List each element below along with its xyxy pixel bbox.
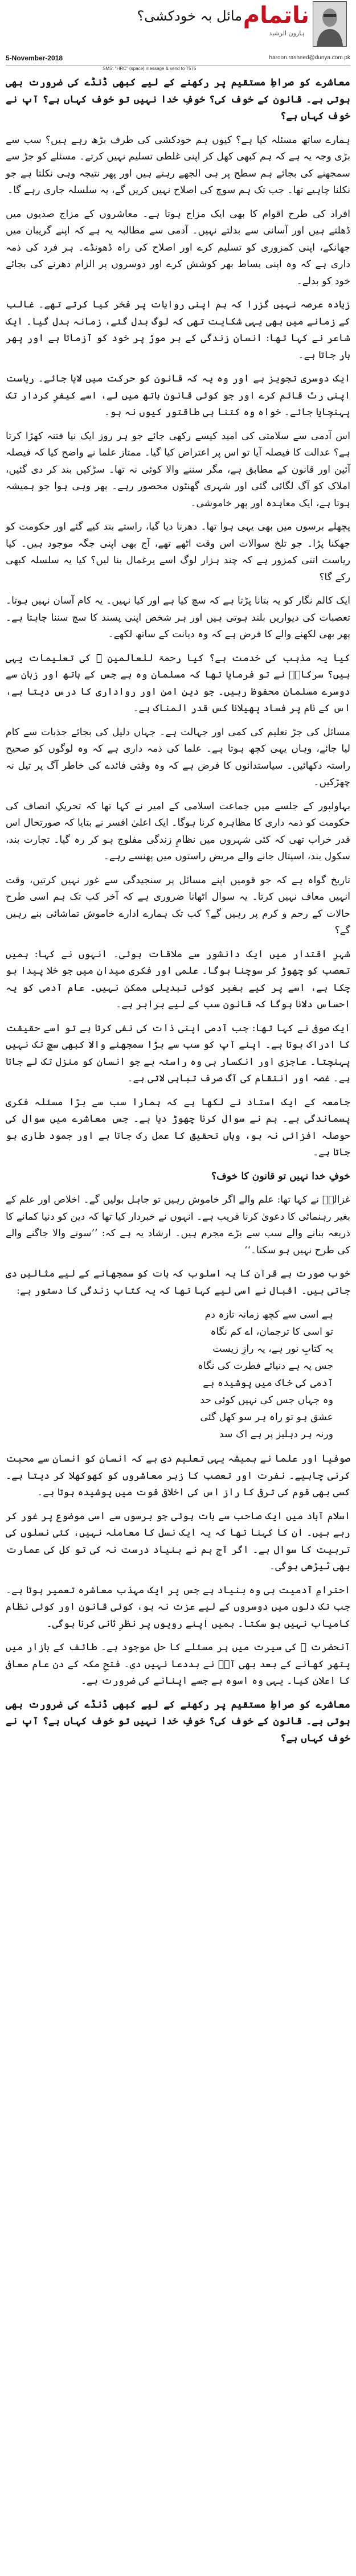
paragraph: خوب صورت ہے قرآن کا یہ اسلوب کہ بات کو سمجھانے کے لیے مثالیں دی جاتی ہیں۔ اقبال نے اسی لیے کہا تھا کہ یہ کتاب زندگی کا دستور ہے: bbox=[6, 1268, 350, 1297]
column-title: ناتمام bbox=[243, 2, 309, 28]
paragraph: جامعہ کے ایک استاد نے لکھا ہے کہ ہمارا سب سے بڑا مسئلہ فکری پسماندگی ہے۔ ہم نے سوال کرنا چھوڑ دیا ہے۔ جس معاشرے میں سوال کی حوصلہ افزائی نہ ہو، وہاں تحقیق کا عمل رک جاتا ہے اور جمود طاری ہو جاتا ہے۔ bbox=[6, 1096, 350, 1158]
paragraph: صوفیا اور علما نے ہمیشہ یہی تعلیم دی ہے کہ انسان کو انسان سے محبت کرنی چاہیے۔ نفرت اور تعصب کا زہر معاشروں کو کھوکھلا کر دیتا ہے۔ کسی بھی قوم کی ترقی کا راز اس کی اخلاقی قوت میں پوشیدہ ہوتا ہے۔ bbox=[6, 1453, 350, 1498]
article-body bbox=[6, 75, 350, 1747]
paragraph: زیادہ عرصہ نہیں گزرا کہ ہم اپنی روایات پر فخر کیا کرتے تھے۔ غالب کے زمانے میں بھی یہی شکایت تھی کہ لوگ بدل گئے، زمانہ بدل گیا۔ ایک شاعر نے کہا تھا: انسان زندگی کے ہر موڑ پر خود کو آزماتا ہے اور پھر ہار جاتا ہے۔ bbox=[6, 299, 350, 361]
poem-line: آدمی کی خاک میں پوشیدہ ہے bbox=[203, 1377, 333, 1389]
paragraph: معاشرے کو صراطِ مستقیم پر رکھنے کے لیے کبھی ڈنڈے کی ضرورت بھی ہوتی ہے۔ قانون کے خوف کی؟ خوفِ خدا نہیں تو خوف کہاں ہے؟ آپ نے خوف کہاں ہے؟ bbox=[6, 1699, 350, 1744]
paragraph: تاریخ گواہ ہے کہ جو قومیں اپنے مسائل پر سنجیدگی سے غور نہیں کرتیں، وقت انہیں معاف نہیں کرتا۔ یہ سوال اٹھانا ضروری ہے کہ آخر کب تک ہم اسی طرح حالات کے رحم و کرم پر رہیں گے؟ کب تک ہمارے ادارے خاموش تماشائی بنے رہیں گے؟ bbox=[6, 874, 350, 936]
paragraph: ایک کالم نگار کو یہ بتانا پڑتا ہے کہ سچ کیا ہے اور کیا نہیں۔ یہ کام آسان نہیں ہوتا۔ تعصبات کی دیواریں بلند ہوتی ہیں اور ہر شخص اپنی پسند کا سچ سننا چاہتا ہے۔ پھر بھی لکھنے والے کا فرض ہے کہ وہ دیانت کے ساتھ لکھے۔ bbox=[6, 595, 350, 640]
paragraph: پچھلے برسوں میں بھی یہی ہوا تھا۔ دھرنا دیا گیا، راستے بند کیے گئے اور حکومت کو جھکنا پڑا۔ جو تلخ سوالات اس وقت اٹھے تھے، آج بھی اپنی جگہ موجود ہیں۔ کیا ریاست اتنی کمزور ہے کہ چند ہزار لوگ اسے یرغمال بنا لیں؟ کیا یہ سلسلہ کبھی رکے گا؟ bbox=[6, 521, 350, 583]
sms-info: SMS: "HRC" (space) message & send to 7575 bbox=[103, 66, 197, 71]
paragraph: ہمارے ساتھ مسئلہ کیا ہے؟ کیوں ہم خودکشی کی طرف بڑھ رہے ہیں؟ سب سے بڑی وجہ یہ ہے کہ ہم کبھی کھل کر اپنی غلطی تسلیم نہیں کرتے۔ مسئلے کو جڑ سے سمجھنے کی بجائے ہم سطح پر ہی الجھے رہتے ہیں اور پھر نتیجہ وہی نکلتا ہے جو نکلنا چاہیے تھا۔ جب تک ہم سوچ کی اصلاح نہیں کریں گے، یہ سلسلہ جاری رہے گا۔ bbox=[6, 134, 350, 196]
poem-block bbox=[6, 1306, 350, 1443]
paragraph: بہاولپور کے جلسے میں جماعت اسلامی کے امیر نے کہا تھا کہ تحریکِ انصاف کی حکومت کو ذمہ داری کا مظاہرہ کرنا ہوگا۔ ایک اعلیٰ افسر نے بتایا کہ صورتحال اس قدر خراب تھی کہ کئی شہروں میں نظامِ زندگی مفلوج ہو کر رہ گیا۔ تجارت بند، سکول بند، اسپتال جانے والے مریض راستوں میں پھنسے رہے۔ bbox=[6, 800, 350, 862]
paragraph: ایک صوفی نے کہا تھا: جب آدمی اپنی ذات کی نفی کرتا ہے تو اسے حقیقت کا ادراک ہوتا ہے۔ اپنے آپ کو سب سے بڑا سمجھنے والا کبھی سچ تک نہیں پہنچتا۔ عاجزی اور انکسار ہی وہ راستہ ہے جو انسان کو منزل تک لے جاتا ہے۔ غصہ اور انتقام کی آگ صرف تباہی لاتی ہے۔ bbox=[6, 1022, 350, 1084]
paragraph: افراد کی طرح اقوام کا بھی ایک مزاج ہوتا ہے۔ معاشروں کے مزاج صدیوں میں ڈھلتے ہیں اور آسانی سے بدلتے نہیں۔ آدمی سے مطالبہ یہ ہے کہ اپنے گریبان میں جھانکے، اپنی کمزوری کو تسلیم کرے اور اصلاح کی راہ ڈھونڈے۔ ہر فرد کی ذمہ داری ہے کہ وہ اپنی بساط بھر کوشش کرے اور دوسروں پر الزام دھرنے کی بجائے خود کو بدلے۔ bbox=[6, 208, 350, 287]
paragraph: احترامِ آدمیت ہی وہ بنیاد ہے جس پر ایک مہذب معاشرہ تعمیر ہوتا ہے۔ جب تک دلوں میں دوسروں کے لیے عزت نہ ہو، کوئی قانون اور کوئی نظام کامیاب نہیں ہو سکتا۔ ہمیں اپنے رویوں پر نظرِ ثانی کرنا ہوگی۔ bbox=[6, 1584, 350, 1630]
paragraph: ایک دوسری تجویز ہے اور وہ یہ کہ قانون کو حرکت میں لایا جائے۔ ریاست اپنی رٹ قائم کرے اور جو کوئی قانون ہاتھ میں لے، اسے کیفرِ کردار تک پہنچایا جائے۔ خواہ وہ کتنا ہی طاقتور کیوں نہ ہو۔ bbox=[6, 373, 350, 418]
poem-line: جس پہ ہے دنیائے فطرت کی نگاہ bbox=[197, 1360, 333, 1372]
poem-line: تو اسی کا ترجمان، اے کم نگاہ bbox=[210, 1326, 333, 1338]
paragraph: معاشرے کو صراطِ مستقیم پر رکھنے کے لیے کبھی ڈنڈے کی ضرورت بھی ہوتی ہے۔ قانون کے خوف کی؟ خوفِ خدا نہیں تو خوف کہاں ہے؟ آپ نے خوف کہاں ہے؟ bbox=[6, 77, 350, 122]
paragraph: مسائل کی جڑ تعلیم کی کمی اور جہالت ہے۔ جہاں دلیل کی بجائے جذبات سے کام لیا جائے، وہاں یہی کچھ ہوتا ہے۔ علما کی ذمہ داری ہے کہ وہ لوگوں کو صحیح راستہ دکھائیں۔ سیاستدانوں کا فرض ہے کہ وہ وقتی فائدے کی خاطر آگ پر تیل نہ چھڑکیں۔ bbox=[6, 726, 350, 788]
meta-row bbox=[6, 52, 350, 71]
poem-line: ہے اسی سے کچھ زمانہ تازہ دم bbox=[204, 1309, 333, 1320]
paragraph: کیا یہ مذہب کی خدمت ہے؟ کیا رحمۃ للعالمین ﷺ کی تعلیمات یہی ہیں؟ سرکارؐ نے تو فرمایا تھا کہ مسلمان وہ ہے جس کے ہاتھ اور زبان سے دوسرے مسلمان محفوظ رہیں۔ جو دین امن اور رواداری کا درس دیتا ہے، اس کے نام پر فساد پھیلانا کس قدر المناک ہے۔ bbox=[6, 652, 350, 714]
paragraph: آنحضرت ﷺ کی سیرت میں ہر مسئلے کا حل موجود ہے۔ طائف کے بازار میں پتھر کھانے کے بعد بھی آپؐ نے بددعا نہیں دی۔ فتحِ مکہ کے دن عام معافی کا اعلان کیا۔ یہی وہ اسوہ ہے جسے اپنانے کی ضرورت ہے۔ bbox=[6, 1642, 350, 1687]
poem-line: عشق ہو تو راہ ہر سو کھل گئی bbox=[200, 1412, 333, 1423]
author-portrait-icon bbox=[313, 2, 346, 46]
author-byline: ہارون الرشید bbox=[269, 30, 305, 37]
paragraph: غزالیؒ نے کہا تھا: علم والے اگر خاموش رہیں تو جاہل بولیں گے۔ اخلاص اور علم کے بغیر رہنمائی کا دعویٰ کرنا فریب ہے۔ انہوں نے خبردار کیا تھا کہ دین کو دنیا کمانے کا ذریعہ بنانے والے سب سے بڑے مجرم ہیں۔ ارشاد یہ ہے کہ: ’’سونے والا جاگنے والے کی طرح نہیں ہو سکتا۔‘‘ bbox=[6, 1194, 350, 1256]
poem-line: ورنہ ہر دہلیز پر ہے اک سد bbox=[219, 1429, 333, 1440]
poem-line: وہ جہاں جس کی نہیں کوئی حد bbox=[200, 1394, 333, 1406]
paragraph: اس آدمی سے سلامتی کی امید کیسے رکھی جائے جو ہر روز ایک نیا فتنہ کھڑا کرتا ہے؟ عدالت کا فیصلہ آیا تو اس پر اعتراض کیا گیا۔ ممتاز علما نے واضح کیا کہ فیصلہ آئین اور قانون کے مطابق ہے، مگر سننے والا کوئی نہ تھا۔ سڑکیں بند کر دی گئیں، املاک کو آگ لگائی گئی اور شہری گھنٹوں محصور رہے۔ پھر وہی ہوا جو ہمیشہ ہوتا ہے، ایک معاہدہ اور پھر خاموشی۔ bbox=[6, 430, 350, 509]
article-title: مائل بہ خودکشی؟ bbox=[137, 8, 242, 24]
publish-date: 5-November-2018 bbox=[6, 54, 63, 62]
paragraph: اسلام آباد میں ایک صاحب سے بات ہوئی جو برسوں سے اسی موضوع پر غور کر رہے ہیں۔ ان کا کہنا تھا کہ یہ ایک نسل کا معاملہ نہیں، کئی نسلوں کی تربیت کا سوال ہے۔ اگر آج ہم نے بنیاد درست نہ کی تو کل کی عمارت بھی ٹیڑھی ہوگی۔ bbox=[6, 1510, 350, 1572]
poem-line: یہ کتابِ نور ہے، یہ رازِ زیست bbox=[212, 1343, 333, 1355]
article-header bbox=[6, 0, 350, 52]
author-email[interactable]: haroon.rasheed@dunya.com.pk bbox=[269, 55, 350, 61]
paragraph: خوفِ خدا نہیں تو قانون کا خوف؟ bbox=[211, 1170, 350, 1182]
author-portrait bbox=[313, 1, 347, 47]
paragraph: شہرِ اقتدار میں ایک دانشور سے ملاقات ہوئی۔ انہوں نے کہا: ہمیں تعصب کو چھوڑ کر سوچنا ہوگا۔ علمی اور فکری میدان میں جو خلا پیدا ہو چکا ہے، اسے پر کیے بغیر کوئی تبدیلی ممکن نہیں۔ عام آدمی کو یہ احساس دلانا ہوگا کہ قانون سب کے لیے برابر ہے۔ bbox=[6, 948, 350, 1010]
